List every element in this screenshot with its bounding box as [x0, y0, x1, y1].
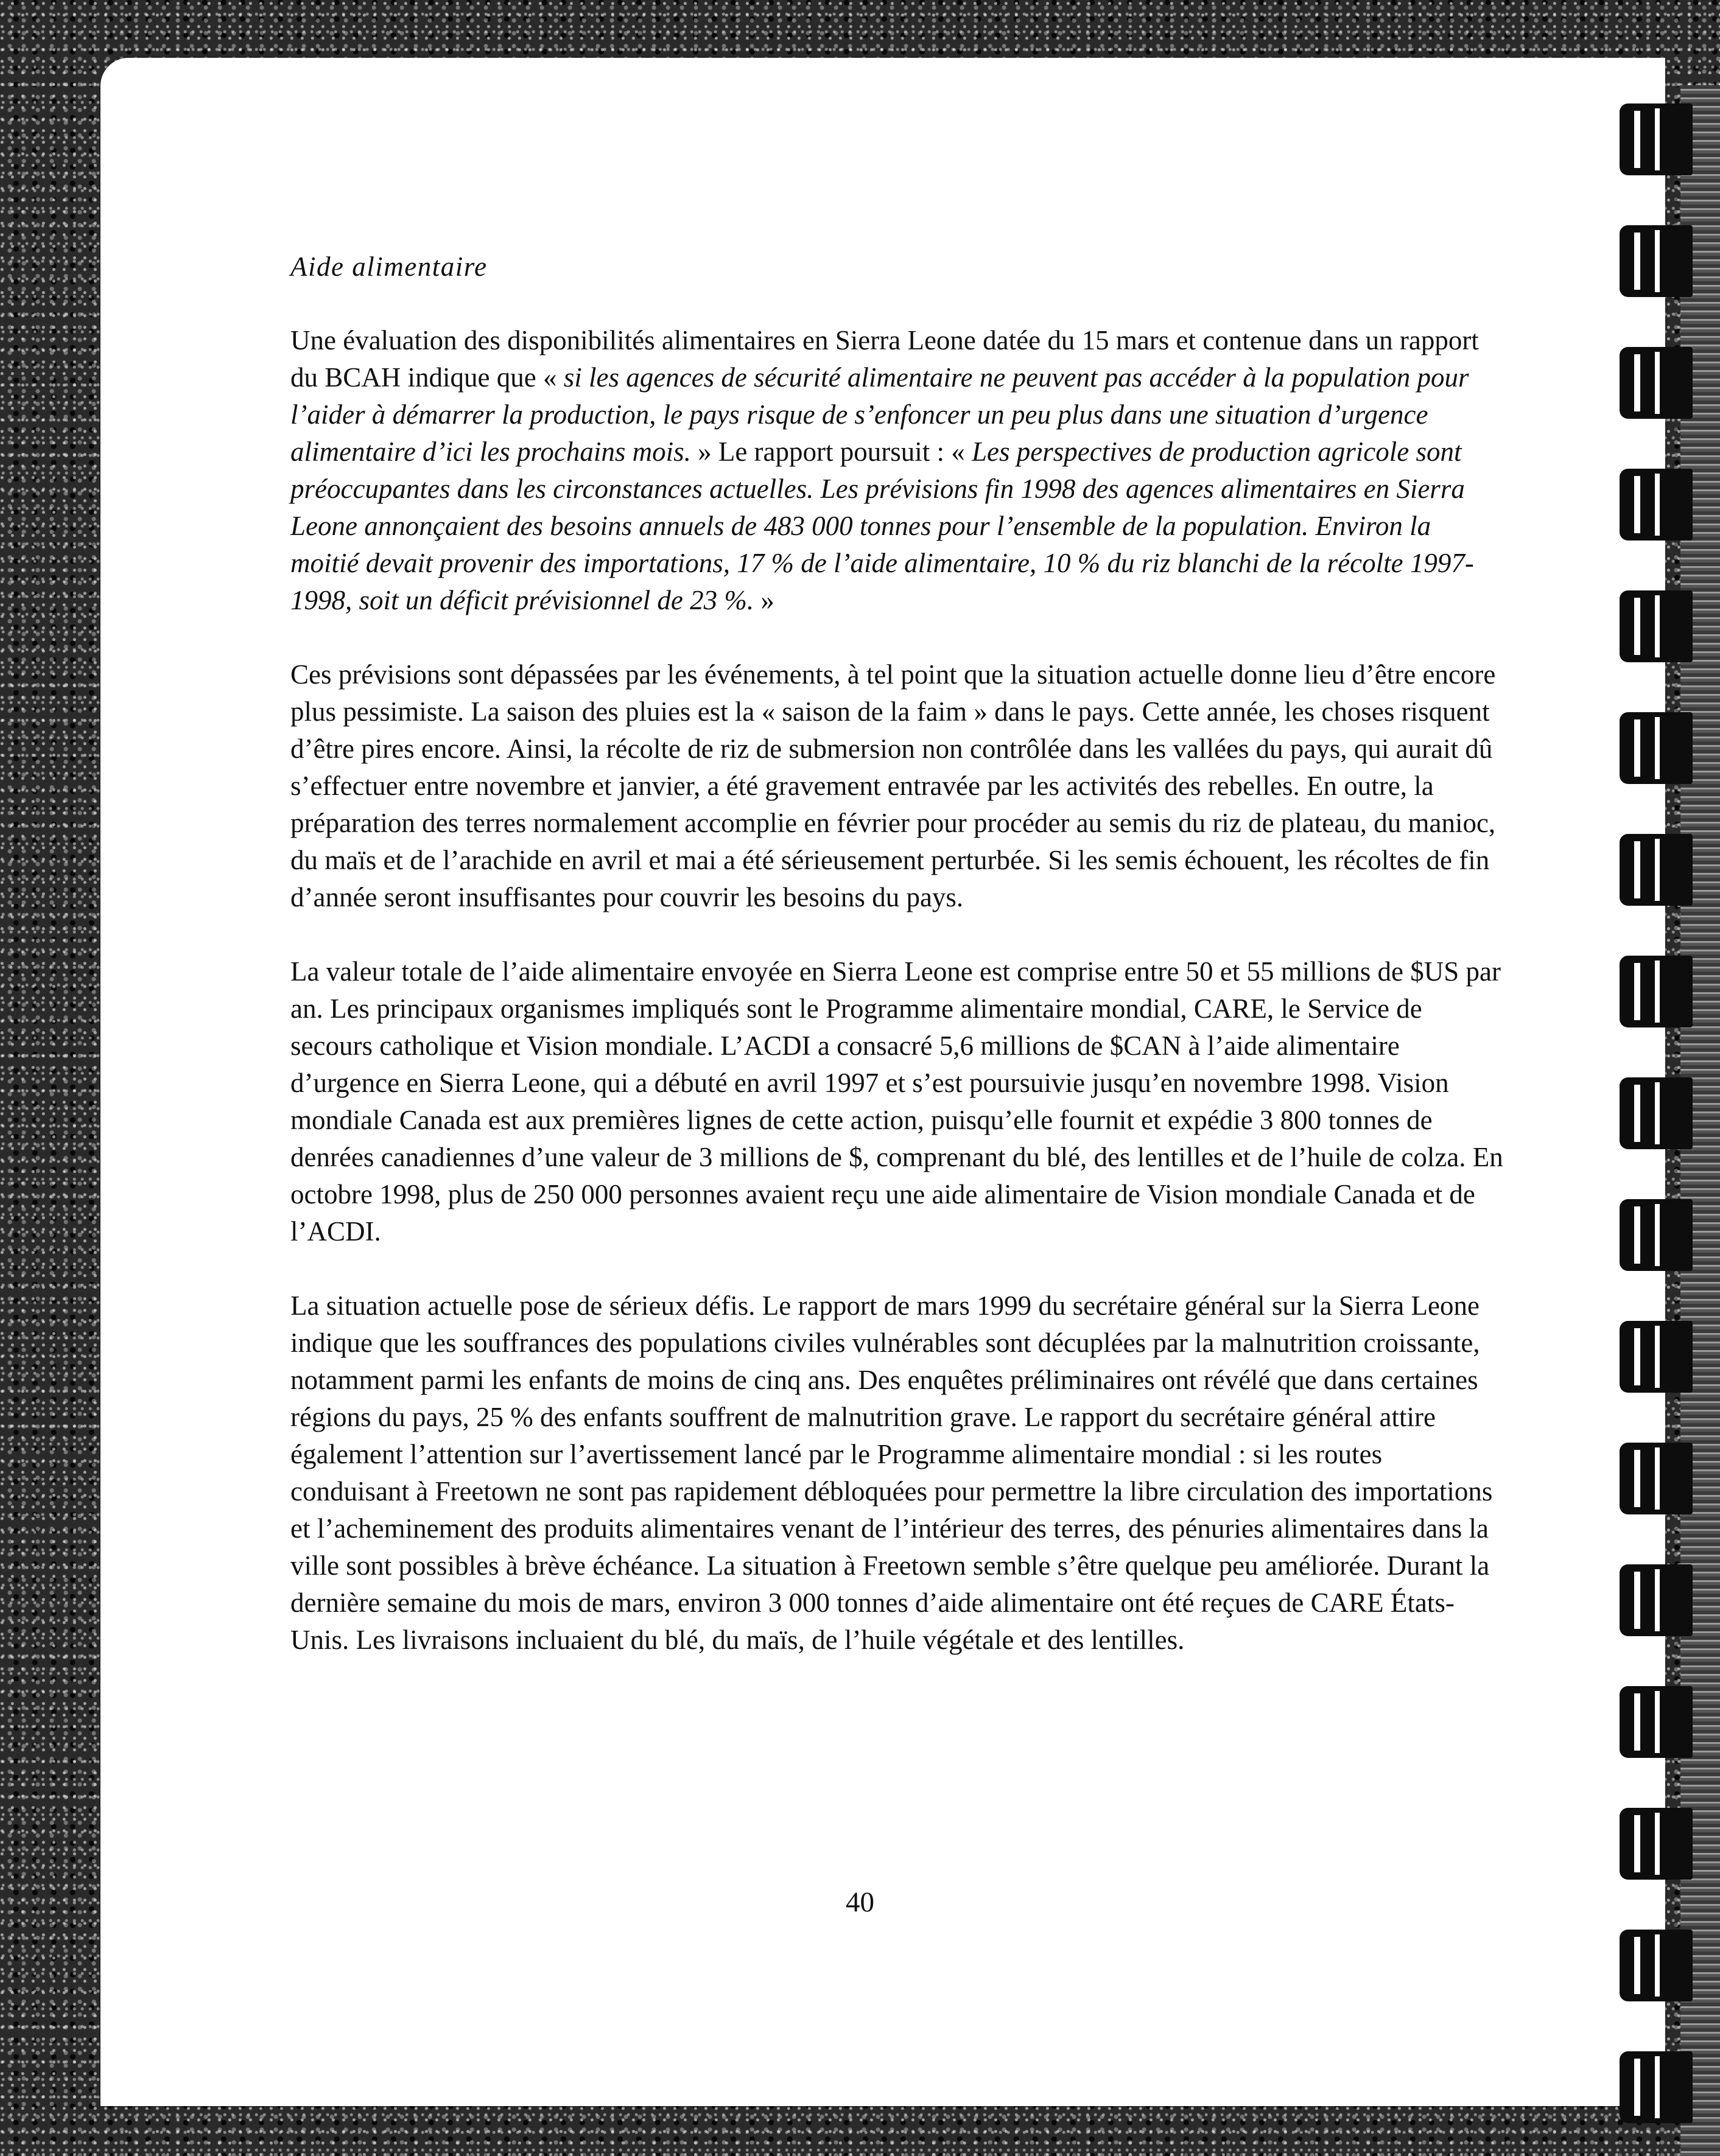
paragraph-1-close: » [754, 585, 774, 615]
paragraph-1-connector: » Le rapport poursuit : « [690, 436, 972, 467]
binding-ring [1620, 2051, 1693, 2123]
binding-ring [1620, 712, 1693, 784]
binding-ring [1620, 1321, 1693, 1393]
binding-ring [1620, 1443, 1693, 1514]
paragraph-1-intro: Une évaluation des disponibilités alimentaires en Sierra Leone datée du 15 mars et contenue dans un rapport du BCAH indique que « [290, 325, 1479, 393]
paragraph-1 [290, 322, 1505, 619]
paragraph-1-quote-2: Les perspectives de production agricole sont préoccupantes dans les circonstances actuelles. Les prévisions fin 1998 des agences alimentaires en Sierra Leone annonçaient des besoins annuels de 483 000 tonnes pour l’ensemble de la population. Environ la moitié devait provenir des importations, 17 % de l’aide alimentaire, 10 % du riz blanchi de la récolte 1997-1998, soit un déficit prévisionnel de 23 %. [290, 436, 1474, 615]
binding-ring [1620, 1199, 1693, 1271]
binding-ring [1620, 1077, 1693, 1149]
binding-ring [1620, 347, 1693, 419]
binding-ring [1620, 1564, 1693, 1636]
binding-ring [1620, 1686, 1693, 1758]
binding-ring [1620, 469, 1693, 541]
binding-ring [1620, 590, 1693, 662]
binding-ring [1620, 1808, 1693, 1880]
paragraph-1-quote-1: si les agences de sécurité alimentaire ne peuvent pas accéder à la population pour l’aider à démarrer la production, le pays risque de s’enfoncer un peu plus dans une situation d’urgence alimentaire d’ici les prochains mois. [290, 362, 1469, 467]
binding-ring [1620, 956, 1693, 1027]
paragraph-3: La valeur totale de l’aide alimentaire envoyée en Sierra Leone est comprise entre 50 et 55 millions de $US par an. Les principaux organismes impliqués sont le Programme alimentaire mondial, CARE, le Service de secours catholique et Vision mondiale. L’ACDI a consacré 5,6 millions de $CAN à l’aide alimentaire d’urgence en Sierra Leone, qui a débuté en avril 1997 et s’est poursuivie jusqu’en novembre 1998. Vision mondiale Canada est aux premières lignes de cette action, puisqu’elle fournit et expédie 3 800 tonnes de denrées canadiennes d’une valeur de 3 millions de $, comprenant du blé, des lentilles et de l’huile de colza. En octobre 1998, plus de 250 000 personnes avaient reçu une aide alimentaire de Vision mondiale Canada et de l’ACDI. [290, 956, 1503, 1247]
document-body [290, 248, 1505, 1696]
binding-ring [1620, 834, 1693, 906]
page-number: 40 [846, 1886, 874, 1918]
paragraph-4: La situation actuelle pose de sérieux défis. Le rapport de mars 1999 du secrétaire général sur la Sierra Leone indique que les souffrances des populations civiles vulnérables sont décuplées par la malnutrition croissante, notamment parmi les enfants de moins de cinq ans. Des enquêtes préliminaires ont révélé que dans certaines régions du pays, 25 % des enfants souffrent de malnutrition grave. Le rapport du secrétaire général attire également l’attention sur l’avertissement lancé par le Programme alimentaire mondial : si les routes conduisant à Freetown ne sont pas rapidement débloquées pour permettre la libre circulation des importations et l’acheminement des produits alimentaires venant de l’intérieur des terres, des pénuries alimentaires dans la ville sont possibles à brève échéance. La situation à Freetown semble s’être quelque peu améliorée. Durant la dernière semaine du mois de mars, environ 3 000 tonnes d’aide alimentaire ont été reçues de CARE États-Unis. Les livraisons incluaient du blé, du maïs, de l’huile végétale et des lentilles. [290, 1290, 1493, 1655]
paragraph-2: Ces prévisions sont dépassées par les événements, à tel point que la situation actuelle donne lieu d’être encore plus pessimiste. La saison des pluies est la « saison de la faim » dans le pays. Cette année, les choses risquent d’être pires encore. Ainsi, la récolte de riz de submersion non contrôlée dans les vallées du pays, qui aurait dû s’effectuer entre novembre et janvier, a été gravement entravée par les activités des rebelles. En outre, la préparation des terres normalement accomplie en février pour procéder au semis du riz de plateau, du manioc, du maïs et de l’arachide en avril et mai a été sérieusement perturbée. Si les semis échouent, les récoltes de fin d’année seront insuffisantes pour couvrir les besoins du pays. [290, 659, 1496, 912]
spiral-binding [1607, 103, 1720, 2156]
section-title: Aide alimentaire [290, 251, 488, 282]
binding-ring [1620, 225, 1693, 297]
binding-ring [1620, 103, 1693, 175]
binding-ring [1620, 1930, 1693, 2001]
